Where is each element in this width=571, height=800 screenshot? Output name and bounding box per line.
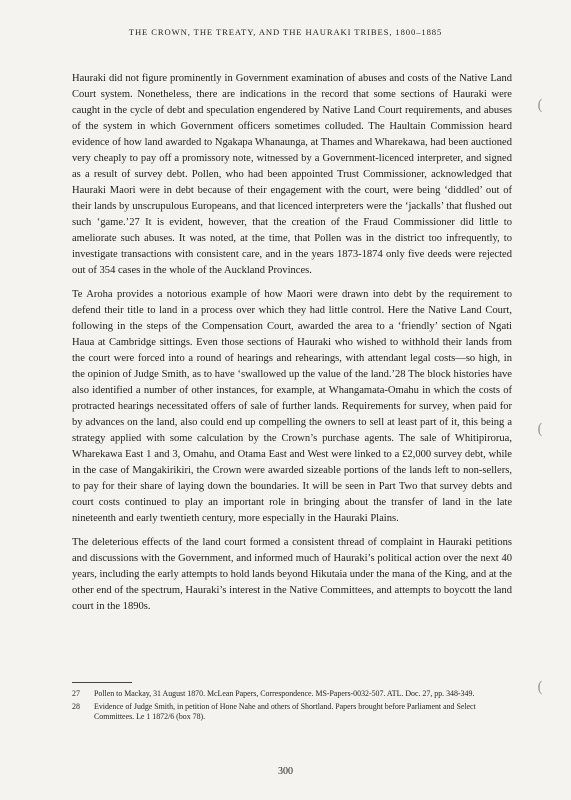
body-text bbox=[72, 71, 512, 623]
footnote-number: 27 bbox=[72, 689, 80, 698]
footnote-27 bbox=[72, 689, 512, 699]
page-number: 300 bbox=[278, 766, 293, 777]
footnotes bbox=[72, 682, 512, 726]
paragraph-3: The deleterious effects of the land court formed a consistent thread of complaint in Hauraki petitions and discussions with the Government, and informed much of Hauraki’s political action over the next 40 years, including the early attempts to hold lands beyond Hikutaia under the mana of the King, and at the other end of the spectrum, Hauraki’s interest in the Native Committees, and attempts to boycott the land court in the 1890s. bbox=[72, 537, 512, 612]
running-head: THE CROWN, THE TREATY, AND THE HAURAKI TRIBES, 1800–1885 bbox=[128, 27, 443, 37]
paragraph-1: Hauraki did not figure prominently in Government examination of abuses and costs of the Native Land Court system. Nonetheless, there are indications in the record that some sections of Hauraki were caught in the cycle of debt and speculation engendered by Native Land Court requirements, and abuses of the system in which Government officers sometimes colluded. The Haultain Commission heard evidence of how land awarded to Ngakapa Whanaunga, at Thames and Wharekawa, had been auctioned very cheaply to pay off a promissory note, witnessed by a Government-licenced interpreter, and signed as a result of survey debt. Pollen, who had been appointed Trust Commissioner, acknowledged that Hauraki Maori were in debt because of their engagement with the court, were being ‘diddled’ out of their lands by unscrupulous Europeans, and that licenced interpreters were the ‘jackalls’ that flushed out such ‘game.’27 It is evident, however, that the creation of the Fraud Commissioner did little to ameliorate such abuses. It was noted, at the time, that Pollen was in the district too infrequently, to investigate transactions with consistent care, and in the years 1873-1874 only five deeds were rejected out of 354 cases in the whole of the Auckland Provinces. bbox=[72, 73, 512, 276]
footnote-number: 28 bbox=[72, 702, 80, 712]
footnote-text: Evidence of Judge Smith, in petition of Hone Nahe and others of Shortland. Papers brought before Parliament and Select Committees. Le 1 1872/6 (box 78). bbox=[94, 702, 476, 722]
footnote-rule bbox=[72, 682, 132, 683]
margin-bracket-mark: ( bbox=[537, 678, 543, 696]
margin-bracket-mark: ( bbox=[537, 96, 543, 114]
footnote-text: Pollen to Mackay, 31 August 1870. McLean Papers, Correspondence. MS-Papers-0032-507. ATL. Doc. 27, pp. 348-349. bbox=[94, 689, 475, 698]
margin-bracket-mark: ( bbox=[537, 420, 543, 438]
paragraph-2: Te Aroha provides a notorious example of how Maori were drawn into debt by the requirement to defend their title to land in a process over which they had little control. Here the Native Land Court, following in the steps of the Compensation Court, awarded the area to a ‘friendly’ section of Ngati Haua at Cambridge sittings. Even those sections of Hauraki who wished to withhold their lands from the court were forced into a round of hearings and rehearings, with attendant legal costs—so high, in the opinion of Judge Smith, as to have ‘swallowed up the value of the land.’28 The block histories have also identified a number of other instances, for example, at Whangamata-Omahu in which the costs of protracted hearings necessitated offers of sale of further lands. Requirements for survey, when paid for by advances on the land, also could end up compelling the owners to sell at least part of it, this being a strategy applied with some calculation by the Crown’s purchase agents. The sale of Whitipirorua, Wharekawa East 1 and 3, Omahu, and Otama East and West were linked to a £2,000 survey debt, while in the case of Mangakirikiri, the Crown were awarded sizeable portions of the lands left to non-sellers, to pay for their share of laying down the boundaries. It will be seen in Part Two that survey debts and court costs continued to play an important role in bringing about the transfer of land in the late nineteenth and early twentieth century, more especially in the Hauraki Plains. bbox=[72, 289, 512, 524]
footnote-28 bbox=[72, 702, 512, 722]
